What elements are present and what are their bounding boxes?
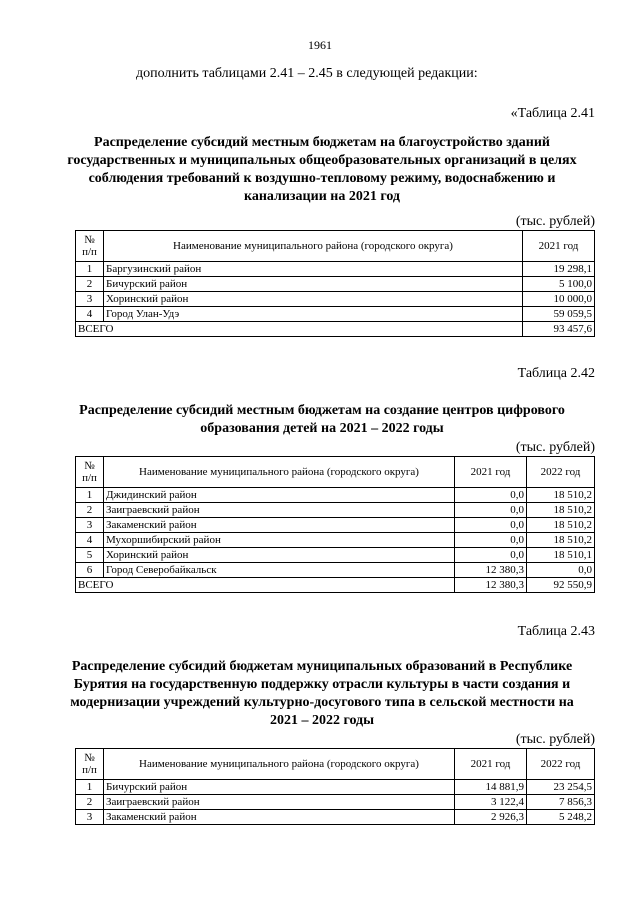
row-number: 1: [76, 780, 104, 795]
row-number: 6: [76, 563, 104, 578]
row-name: Город Северобайкальск: [104, 563, 455, 578]
row-value: 18 510,2: [527, 488, 595, 503]
total-value: 93 457,6: [523, 322, 595, 337]
col-year-header: 2021 год: [455, 457, 527, 488]
total-label: ВСЕГО: [76, 578, 455, 593]
row-number: 1: [76, 488, 104, 503]
row-value: 0,0: [455, 518, 527, 533]
table-2-43-label: Таблица 2.43: [517, 624, 595, 639]
table-row: [76, 780, 595, 795]
table-2-42-title: Распределение субсидий местным бюджетам на создание центров цифрового образования детей на 2021 – 2022 годы: [79, 403, 565, 436]
row-number: 2: [76, 795, 104, 810]
table-2-42-units: (тыс. рублей): [515, 440, 595, 455]
total-row: [76, 322, 595, 337]
table-row: [76, 292, 595, 307]
row-name: Закаменский район: [104, 518, 455, 533]
row-value: 18 510,2: [527, 518, 595, 533]
row-value: 18 510,2: [527, 503, 595, 518]
table-row: [76, 533, 595, 548]
row-name: Закаменский район: [104, 810, 455, 825]
table-2-41-label: «Таблица 2.41: [510, 106, 595, 121]
col-number-header: № п/п: [76, 457, 104, 488]
row-value: 18 510,2: [527, 533, 595, 548]
row-number: 2: [76, 277, 104, 292]
total-value: 92 550,9: [527, 578, 595, 593]
table-2-41: [75, 230, 595, 337]
row-name: Хоринский район: [104, 548, 455, 563]
row-value: 7 856,3: [527, 795, 595, 810]
table-2-42-label: Таблица 2.42: [517, 366, 595, 381]
table-row: [76, 307, 595, 322]
row-name: Баргузинский район: [104, 262, 523, 277]
table-row: [76, 488, 595, 503]
row-number: 3: [76, 292, 104, 307]
table-row: [76, 563, 595, 578]
table-row: [76, 548, 595, 563]
row-value: 10 000,0: [523, 292, 595, 307]
intro-text: дополнить таблицами 2.41 – 2.45 в следующей редакции:: [136, 66, 478, 81]
table-row: [76, 795, 595, 810]
row-value: 14 881,9: [455, 780, 527, 795]
col-year-header: 2022 год: [527, 749, 595, 780]
row-value: 12 380,3: [455, 563, 527, 578]
row-number: 3: [76, 810, 104, 825]
page-number: 1961: [308, 38, 332, 52]
row-value: 2 926,3: [455, 810, 527, 825]
col-number-header: № п/п: [76, 231, 104, 262]
total-row: [76, 578, 595, 593]
row-value: 19 298,1: [523, 262, 595, 277]
table-2-43: [75, 748, 595, 825]
table-header-row: [76, 231, 595, 262]
row-value: 5 248,2: [527, 810, 595, 825]
col-year-header: 2021 год: [455, 749, 527, 780]
col-name-header: Наименование муниципального района (городского округа): [104, 457, 455, 488]
row-number: 1: [76, 262, 104, 277]
total-label: ВСЕГО: [76, 322, 523, 337]
row-number: 4: [76, 307, 104, 322]
col-name-header: Наименование муниципального района (городского округа): [104, 749, 455, 780]
col-name-header: Наименование муниципального района (городского округа): [104, 231, 523, 262]
col-year-header: 2021 год: [523, 231, 595, 262]
table-2-43-units: (тыс. рублей): [515, 732, 595, 747]
row-name: Джидинский район: [104, 488, 455, 503]
table-row: [76, 518, 595, 533]
table-2-43-title: Распределение субсидий бюджетам муниципальных образований в Республике Бурятия на государственную поддержку отрасли культуры в части создания и модернизации учреждений культурно-досугового типа в сельской местности на 2021 – 2022 годы: [70, 659, 574, 728]
table-row: [76, 503, 595, 518]
row-name: Бичурский район: [104, 780, 455, 795]
col-year-header: 2022 год: [527, 457, 595, 488]
row-number: 3: [76, 518, 104, 533]
table-2-42: [75, 456, 595, 593]
col-number-header: № п/п: [76, 749, 104, 780]
row-value: 5 100,0: [523, 277, 595, 292]
table-2-41-units: (тыс. рублей): [515, 214, 595, 229]
table-row: [76, 810, 595, 825]
row-value: 23 254,5: [527, 780, 595, 795]
row-name: Бичурский район: [104, 277, 523, 292]
table-header-row: [76, 749, 595, 780]
total-value: 12 380,3: [455, 578, 527, 593]
row-name: Заиграевский район: [104, 503, 455, 518]
table-row: [76, 262, 595, 277]
row-number: 4: [76, 533, 104, 548]
row-value: 0,0: [527, 563, 595, 578]
row-value: 0,0: [455, 548, 527, 563]
row-value: 18 510,1: [527, 548, 595, 563]
row-name: Заиграевский район: [104, 795, 455, 810]
row-value: 0,0: [455, 503, 527, 518]
row-name: Хоринский район: [104, 292, 523, 307]
row-number: 2: [76, 503, 104, 518]
row-name: Мухоршибирский район: [104, 533, 455, 548]
row-name: Город Улан-Удэ: [104, 307, 523, 322]
row-value: 59 059,5: [523, 307, 595, 322]
row-value: 0,0: [455, 488, 527, 503]
table-2-41-title: Распределение субсидий местным бюджетам на благоустройство зданий государственных и муниципальных общеобразовательных организаций в целях соблюдения требований к воздушно-тепловому режиму, водоснабжению и канализации на 2021 год: [67, 135, 577, 204]
row-number: 5: [76, 548, 104, 563]
row-value: 3 122,4: [455, 795, 527, 810]
table-header-row: [76, 457, 595, 488]
row-value: 0,0: [455, 533, 527, 548]
table-row: [76, 277, 595, 292]
